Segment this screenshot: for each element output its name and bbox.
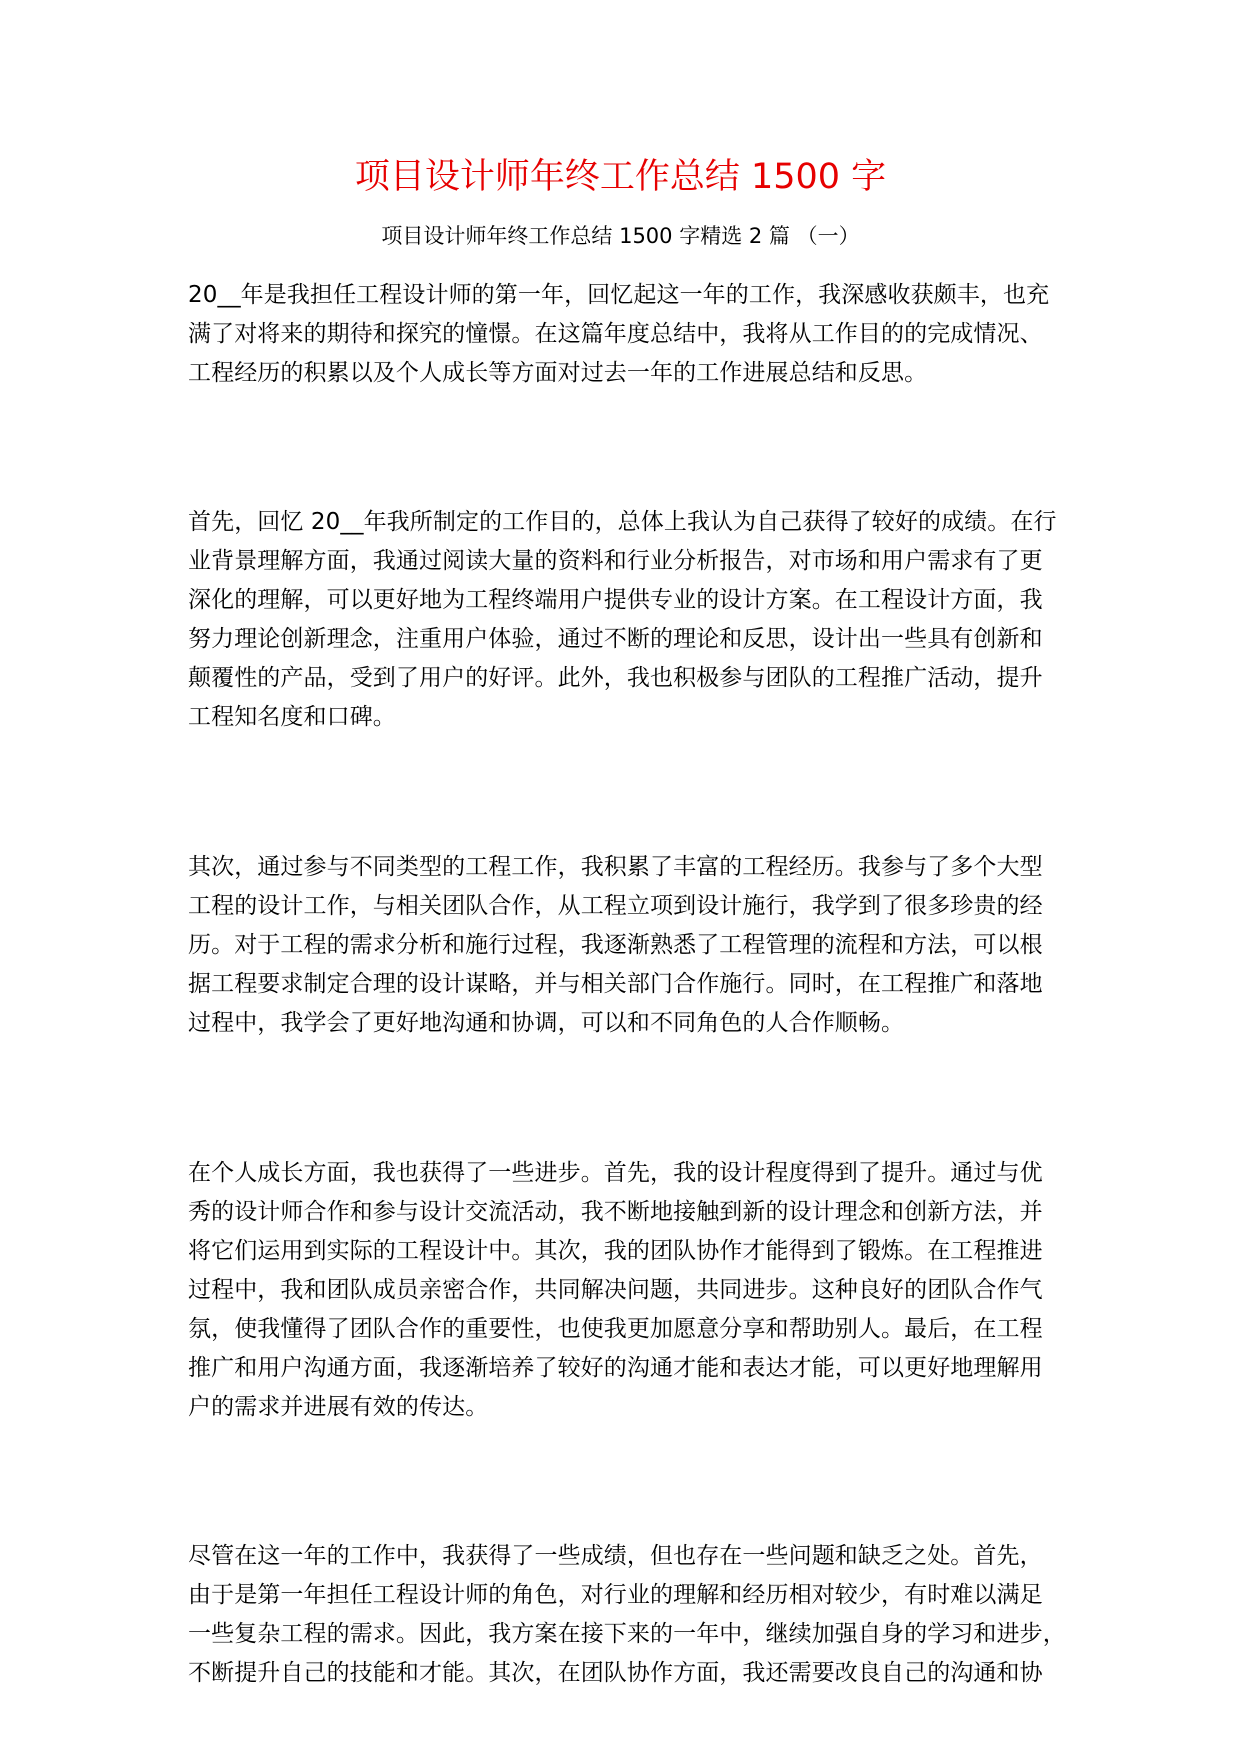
text-line: 尽管在这一年的工作中，我获得了一些成绩，但也存在一些问题和缺乏之处。首先， xyxy=(188,1543,1043,1569)
text-line: 据工程要求制定合理的设计谋略，并与相关部门合作施行。同时，在工程推广和落地 xyxy=(188,971,1043,997)
text-line: 不断提升自己的技能和才能。其次，在团队协作方面，我还需要改良自己的沟通和协 xyxy=(188,1660,1043,1686)
paragraph-spacer xyxy=(188,393,1068,503)
text-line: 深化的理解，可以更好地为工程终端用户提供专业的设计方案。在工程设计方面，我 xyxy=(188,587,1043,613)
text-line: 20__年是我担任工程设计师的第一年，回忆起这一年的工作，我深感收获颇丰，也充 xyxy=(188,282,1050,308)
text-line: 秀的设计师合作和参与设计交流活动，我不断地接触到新的设计理念和创新方法，并 xyxy=(188,1199,1043,1225)
text-line: 由于是第一年担任工程设计师的角色，对行业的理解和经历相对较少，有时难以满足 xyxy=(188,1582,1043,1608)
text-line: 过程中，我和团队成员亲密合作，共同解决问题，共同进步。这种良好的团队合作气 xyxy=(188,1277,1043,1303)
paragraph-5 xyxy=(188,1537,1068,1693)
text-line: 工程知名度和口碑。 xyxy=(188,704,396,730)
text-line: 在个人成长方面，我也获得了一些进步。首先，我的设计程度得到了提升。通过与优 xyxy=(188,1160,1043,1186)
text-line: 户的需求并进展有效的传达。 xyxy=(188,1394,489,1420)
text-line: 历。对于工程的需求分析和施行过程，我逐渐熟悉了工程管理的流程和方法，可以根 xyxy=(188,932,1043,958)
paragraph-3 xyxy=(188,848,1068,1043)
text-line: 颠覆性的产品，受到了用户的好评。此外，我也积极参与团队的工程推广活动，提升 xyxy=(188,665,1043,691)
text-line: 业背景理解方面，我通过阅读大量的资料和行业分析报告，对市场和用户需求有了更 xyxy=(188,548,1043,574)
paragraph-spacer xyxy=(188,737,1068,848)
paragraph-spacer xyxy=(188,1427,1068,1537)
text-line: 过程中，我学会了更好地沟通和协调，可以和不同角色的人合作顺畅。 xyxy=(188,1010,905,1036)
paragraph-4 xyxy=(188,1154,1068,1427)
text-line: 工程经历的积累以及个人成长等方面对过去一年的工作进展总结和反思。 xyxy=(188,360,928,386)
paragraph-2 xyxy=(188,503,1068,737)
text-line: 推广和用户沟通方面，我逐渐培养了较好的沟通才能和表达才能，可以更好地理解用 xyxy=(188,1355,1043,1381)
text-line: 努力理论创新理念，注重用户体验，通过不断的理论和反思，设计出一些具有创新和 xyxy=(188,626,1043,652)
document-body xyxy=(188,276,1068,1693)
text-line: 其次，通过参与不同类型的工程工作，我积累了丰富的工程经历。我参与了多个大型 xyxy=(188,854,1043,880)
text-line: 首先，回忆 20__年我所制定的工作目的，总体上我认为自己获得了较好的成绩。在行 xyxy=(188,509,1057,535)
paragraph-spacer xyxy=(188,1043,1068,1154)
paragraph-1 xyxy=(188,276,1068,393)
text-line: 一些复杂工程的需求。因此，我方案在接下来的一年中，继续加强自身的学习和进步， xyxy=(188,1621,1066,1647)
document-subtitle: 项目设计师年终工作总结 1500 字精选 2 篇 （一） xyxy=(381,224,860,248)
text-line: 氛，使我懂得了团队合作的重要性，也使我更加愿意分享和帮助别人。最后，在工程 xyxy=(188,1316,1043,1342)
text-line: 工程的设计工作，与相关团队合作，从工程立项到设计施行，我学到了很多珍贵的经 xyxy=(188,893,1043,919)
document-title: 项目设计师年终工作总结 1500 字 xyxy=(354,157,887,197)
text-line: 将它们运用到实际的工程设计中。其次，我的团队协作才能得到了锻炼。在工程推进 xyxy=(188,1238,1043,1264)
text-line: 满了对将来的期待和探究的憧憬。在这篇年度总结中，我将从工作目的的完成情况、 xyxy=(188,321,1043,347)
